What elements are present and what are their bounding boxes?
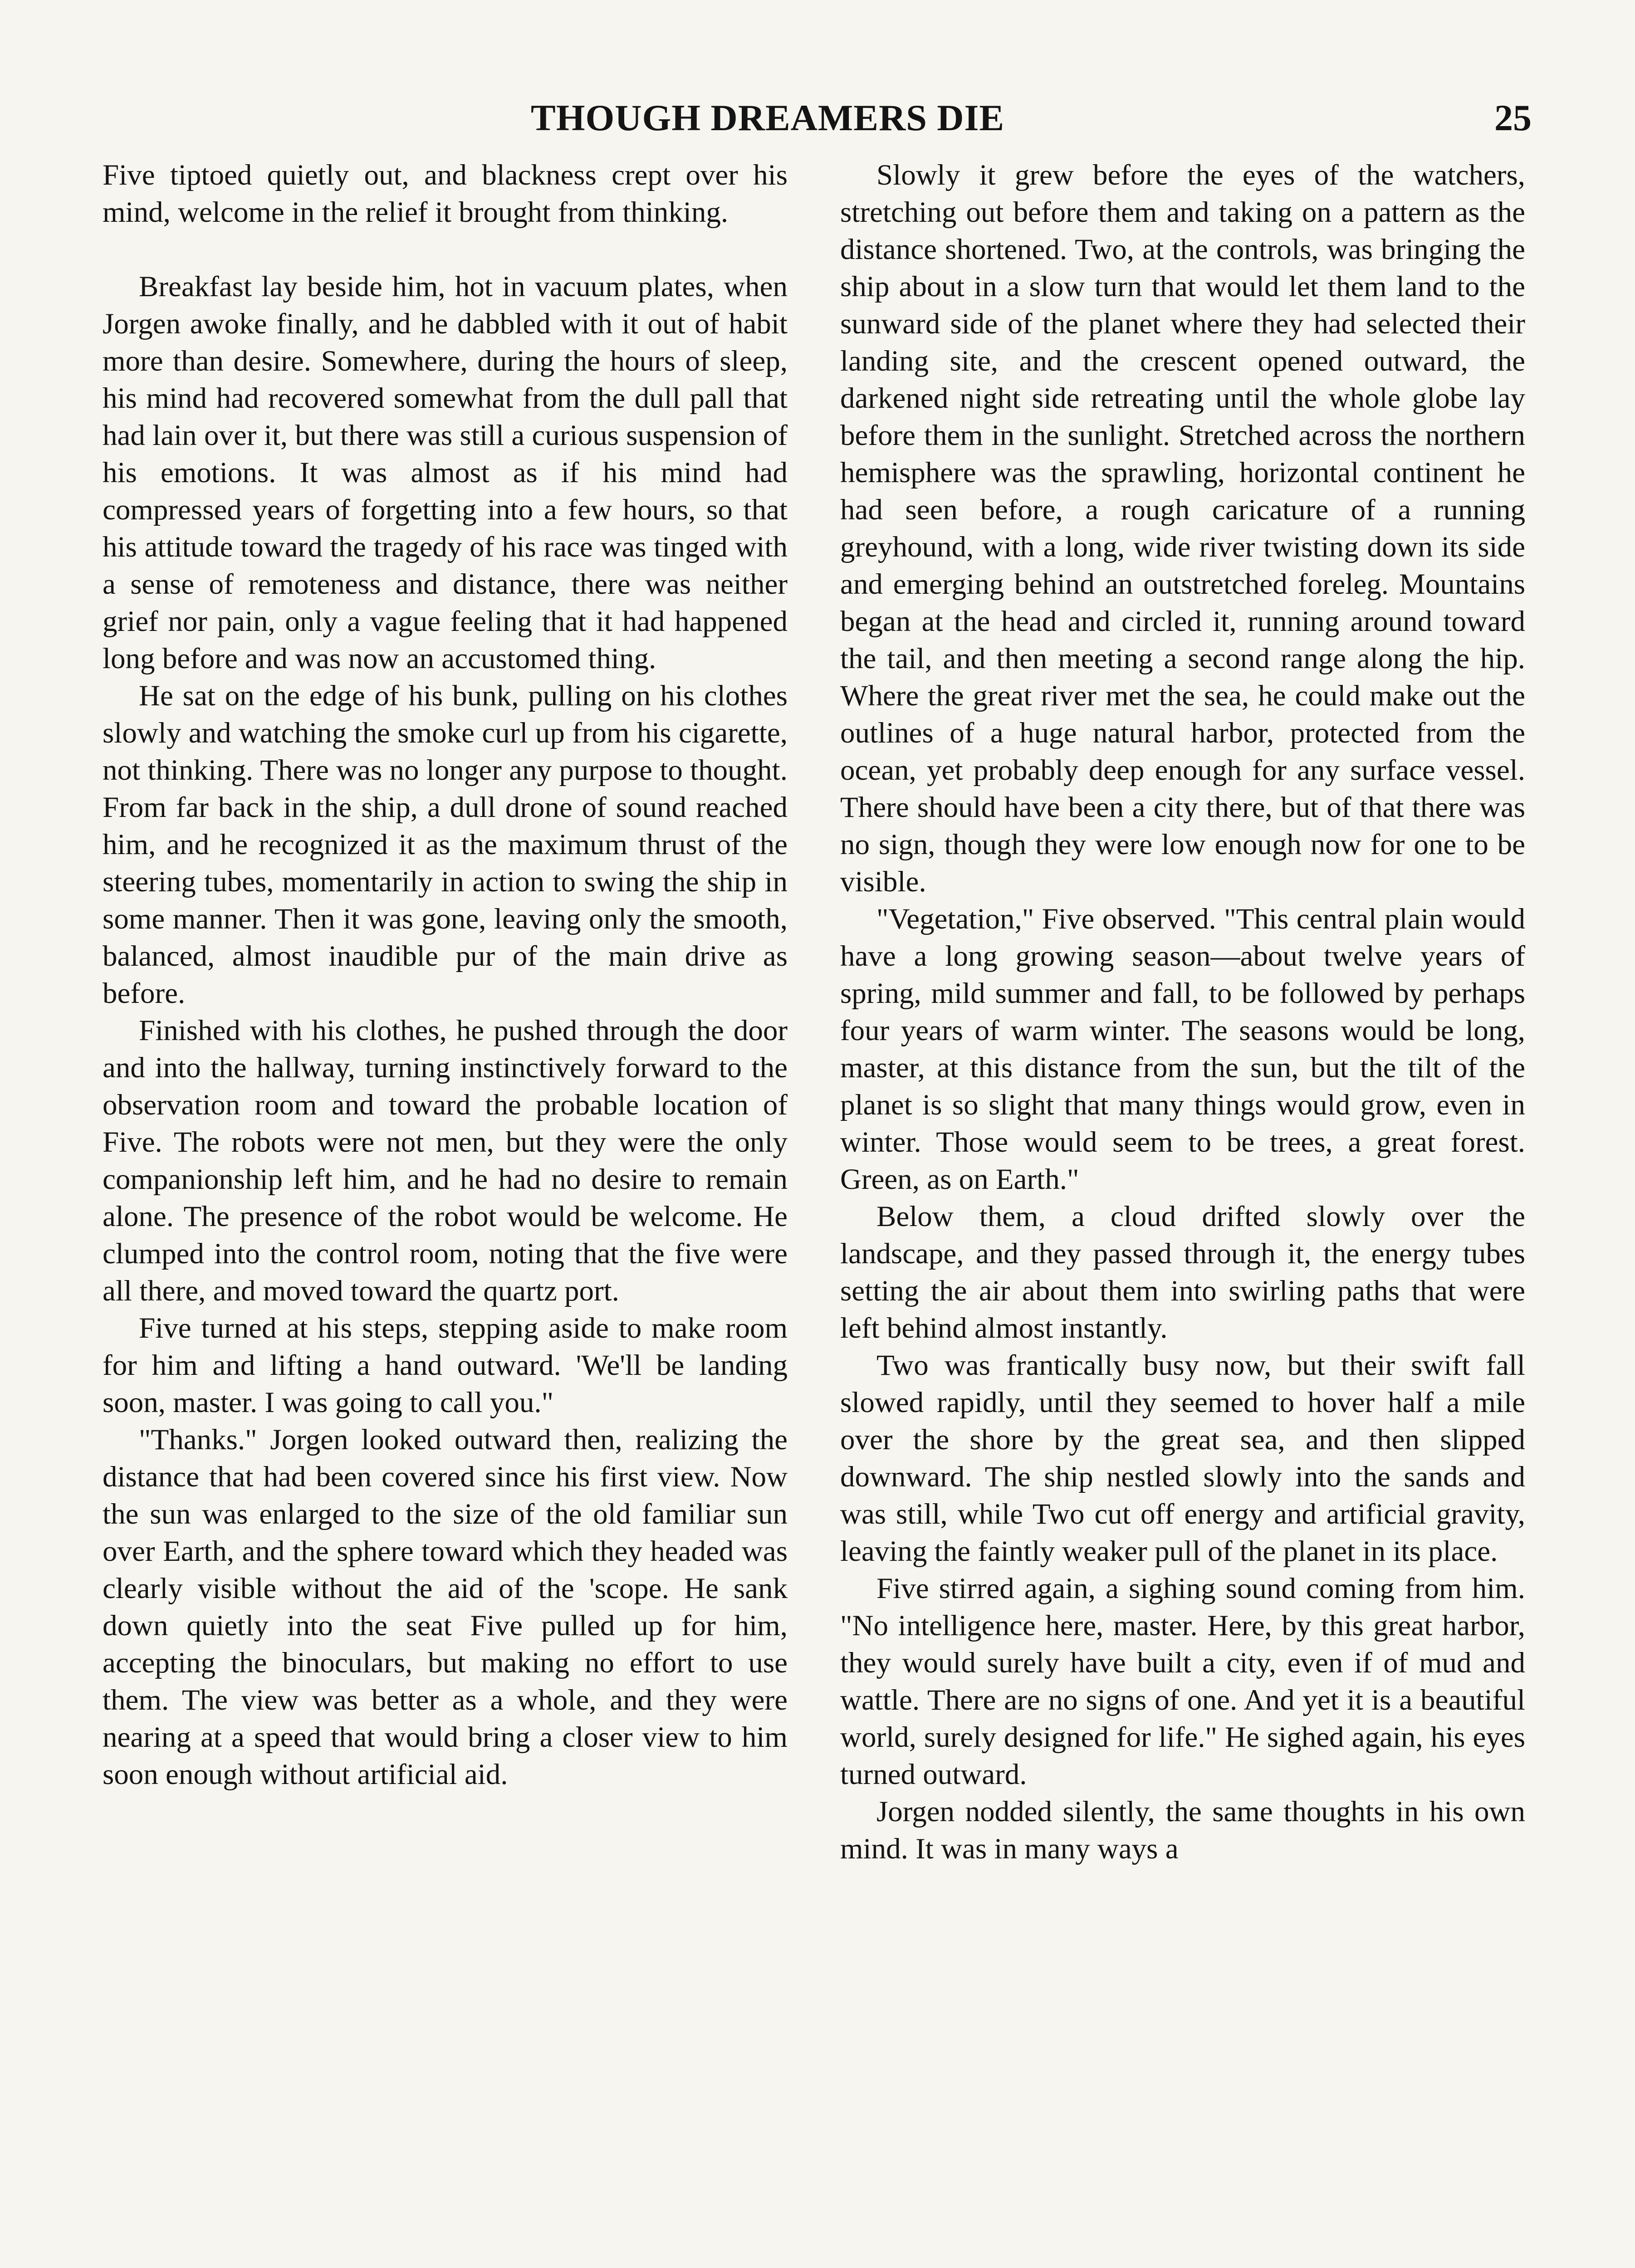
paragraph: Breakfast lay beside him, hot in vacuum plates, when Jorgen awoke finally, and he dabbled with it out of habit more than desire. Somewhere, during the hours of sleep, his mind had recovered somewhat from the dull pall that had lain over it, but there was still a curious suspension of his emotions. It was almost as if his mind had compressed years of forgetting into a few hours, so that his attitude toward the tragedy of his race was tinged with a sense of remoteness and distance, there was neither grief nor pain, only a vague feeling that it had happened long before and was now an accustomed thing. xyxy=(103,270,788,675)
paragraph: Five turned at his steps, stepping aside to make room for him and lifting a hand outward. 'We'll be landing soon, master. I was going to call you." xyxy=(103,1312,788,1419)
paragraph: Below them, a cloud drifted slowly over the landscape, and they passed through it, the energy tubes setting the air about them into swirling paths that were left behind almost instantly. xyxy=(840,1200,1525,1344)
running-title: THOUGH DREAMERS DIE xyxy=(531,97,1005,138)
left-column xyxy=(103,156,788,1793)
paragraph: "Vegetation," Five observed. "This central plain would have a long growing season—about twelve years of spring, mild summer and fall, to be followed by perhaps four years of warm winter. The seasons would be long, master, at this distance from the sun, but the tilt of the planet is so slight that many things would grow, even in winter. Those would seem to be trees, a great forest. Green, as on Earth." xyxy=(840,903,1525,1196)
page-header xyxy=(0,93,1635,143)
paragraph: Two was frantically busy now, but their swift fall slowed rapidly, until they seemed to hover half a mile over the shore by the great sea, and then slipped downward. The ship nestled slowly into the sands and was still, while Two cut off energy and artificial gravity, leaving the faintly weaker pull of the planet in its place. xyxy=(840,1349,1525,1568)
paragraph: Five stirred again, a sighing sound coming from him. "No intelligence here, master. Here, by this great harbor, they would surely have built a city, even if of mud and wattle. There are no signs of one. And yet it is a beautiful world, surely designed for life." He sighed again, his eyes turned outward. xyxy=(840,1572,1525,1791)
paragraph: Slowly it grew before the eyes of the watchers, stretching out before them and taking on a pattern as the distance shortened. Two, at the controls, was bringing the ship about in a slow turn that would let them land to the sunward side of the planet where they had selected their landing site, and the crescent opened outward, the darkened night side retreating until the whole globe lay before them in the sunlight. Stretched across the northern hemisphere was the sprawling, horizontal continent he had seen before, a rough caricature of a running greyhound, with a long, wide river twisting down its side and emerging behind an outstretched foreleg. Mountains began at the head and circled it, running around toward the tail, and then meeting a second range along the hip. Where the great river met the sea, he could make out the outlines of a huge natural harbor, protected from the ocean, yet probably deep enough for any surface vessel. There should have been a city there, but of that there was no sign, though they were low enough now for one to be visible. xyxy=(840,159,1525,898)
page-number: 25 xyxy=(1494,97,1532,138)
paragraph: "Thanks." Jorgen looked outward then, realizing the distance that had been covered since his first view. Now the sun was enlarged to the size of the old familiar sun over Earth, and the sphere toward which they headed was clearly visible without the aid of the 'scope. He sank down quietly into the seat Five pulled up for him, accepting the binoculars, but making no effort to use them. The view was better as a whole, and they were nearing at a speed that would bring a closer view to him soon enough without artificial aid. xyxy=(103,1423,788,1791)
right-column xyxy=(840,156,1525,1867)
paragraph: Five tiptoed quietly out, and blackness crept over his mind, welcome in the relief it brought from thinking. xyxy=(103,159,788,229)
paragraph: Jorgen nodded silently, the same thoughts in his own mind. It was in many ways a xyxy=(840,1795,1525,1865)
paragraph: He sat on the edge of his bunk, pulling on his clothes slowly and watching the smoke curl up from his cigarette, not thinking. There was no longer any purpose to thought. From far back in the ship, a dull drone of sound reached him, and he recognized it as the maximum thrust of the steering tubes, momentarily in action to swing the ship in some manner. Then it was gone, leaving only the smooth, balanced, almost inaudible pur of the main drive as before. xyxy=(103,679,788,1010)
paragraph: Finished with his clothes, he pushed through the door and into the hallway, turning instinctively forward to the observation room and toward the probable location of Five. The robots were not men, but they were the only companionship left him, and he had no desire to remain alone. The presence of the robot would be welcome. He clumped into the control room, noting that the five were all there, and moved toward the quartz port. xyxy=(103,1014,788,1307)
